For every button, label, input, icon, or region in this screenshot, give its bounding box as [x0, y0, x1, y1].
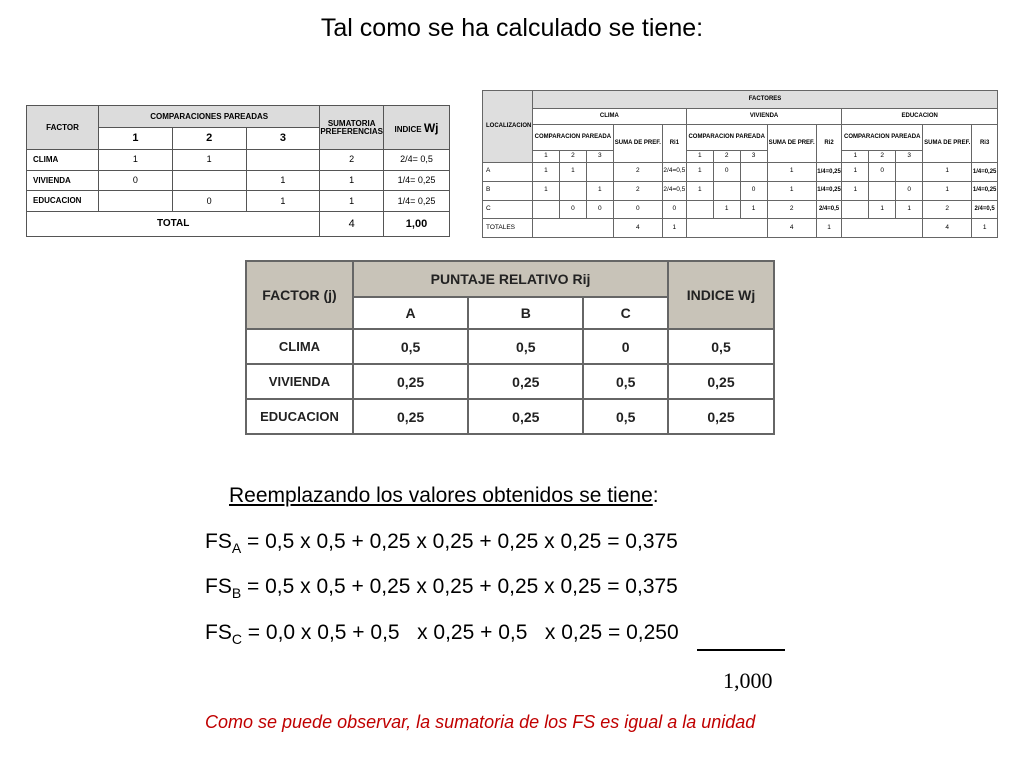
formula-fs-a: $FS_A = 0,5$ x 0,5 + 0,25 x 0,25 + 0,25 x 0,25 = 0,375: [205, 530, 678, 556]
total-row: TOTAL 4 1,00: [27, 212, 450, 237]
formula-fs-b: $FS_B = 0,5$ x 0,5 + 0,25 x 0,25 + 0,25 x 0,25 = 0,375: [205, 575, 678, 601]
slide-title: Tal como se ha calculado se tiene:: [320, 14, 704, 42]
relative-score-table: [245, 260, 775, 435]
col-header: 1: [99, 128, 173, 150]
table-row: A 1 1 2 2/4=0,5 1 0 1 1/4=0,25 1 0 1 1/4=0,25: [483, 163, 998, 182]
table-row: EDUCACION 0,25 0,25 0,5 0,25: [246, 399, 774, 434]
col-header-a: A: [353, 297, 468, 329]
subtitle: Reemplazando los valores obtenidos se tiene:: [229, 484, 659, 507]
table-row: CLIMA 1 1 2 2/4= 0,5: [27, 150, 450, 171]
sum-total: 1,000: [723, 668, 773, 693]
totals-row: TOTALES 4 1 4 1 4 1: [483, 219, 998, 238]
table-row: CLIMA 0,5 0,5 0 0,5: [246, 329, 774, 364]
table-row: VIVIENDA 0,25 0,25 0,5 0,25: [246, 364, 774, 399]
location-comparison-table: LOCALIZACION FACTORES CLIMA VIVIENDA EDUCACION COMPARACION PAREADA SUMA DE PREF. Ri1 COMPARACION PAREADA SUMA DE PREF. Ri2 COMPARACION PAREADA SUMA DE PREF. Ri3 1 2 3 1 2 3 1 2 3 A 1 1 2 2/4=0,5 1 0 1 1/4=0,25 1 0 1 1/4=0,25 B 1 1 2 2/4=0,5 1 0 1 1/4=0,25 1 0 1 1/4=0,25 C 0 0 0 0 1 1 2 2/4=0,5 1 1 2 2/4=0,5 TOTALES 4 1 4 1 4 1: [482, 90, 998, 238]
col-header: 3: [246, 128, 320, 150]
conclusion-note: Como se puede observar, la sumatoria de los FS es igual a la unidad: [205, 712, 756, 732]
pairwise-factor-table: [26, 105, 450, 237]
indice-header: INDICE Wj: [384, 106, 450, 150]
indice-wj-header: INDICE Wj: [668, 261, 774, 329]
localizacion-header: LOCALIZACION: [483, 91, 533, 163]
factor-header: FACTOR: [27, 106, 99, 150]
group-header: EDUCACION: [842, 109, 998, 125]
col-header: 2: [172, 128, 246, 150]
comparaciones-header: COMPARACIONES PAREADAS: [99, 106, 320, 128]
puntaje-header: PUNTAJE RELATIVO Rij: [353, 261, 668, 297]
formula-fs-c: $FS_C = 0,0$ x 0,5 + 0,5 x 0,25 + 0,5 x 0,25 = 0,250: [205, 621, 679, 647]
group-header: CLIMA: [533, 109, 687, 125]
col-header-b: B: [468, 297, 583, 329]
table-row: C 0 0 0 0 1 1 2 2/4=0,5 1 1 2 2/4=0,5: [483, 200, 998, 219]
group-header: VIVIENDA: [686, 109, 842, 125]
sum-line: [697, 649, 785, 651]
table-row: B 1 1 2 2/4=0,5 1 0 1 1/4=0,25 1 0 1 1/4=0,25: [483, 181, 998, 200]
col-header-c: C: [583, 297, 668, 329]
factor-j-header: FACTOR (j): [246, 261, 353, 329]
table-row: VIVIENDA 0 1 1 1/4= 0,25: [27, 170, 450, 191]
table-row: EDUCACION 0 1 1 1/4= 0,25: [27, 191, 450, 212]
factores-header: FACTORES: [533, 91, 998, 109]
sumatoria-header: SUMATORIA PREFERENCIAS: [320, 106, 384, 150]
